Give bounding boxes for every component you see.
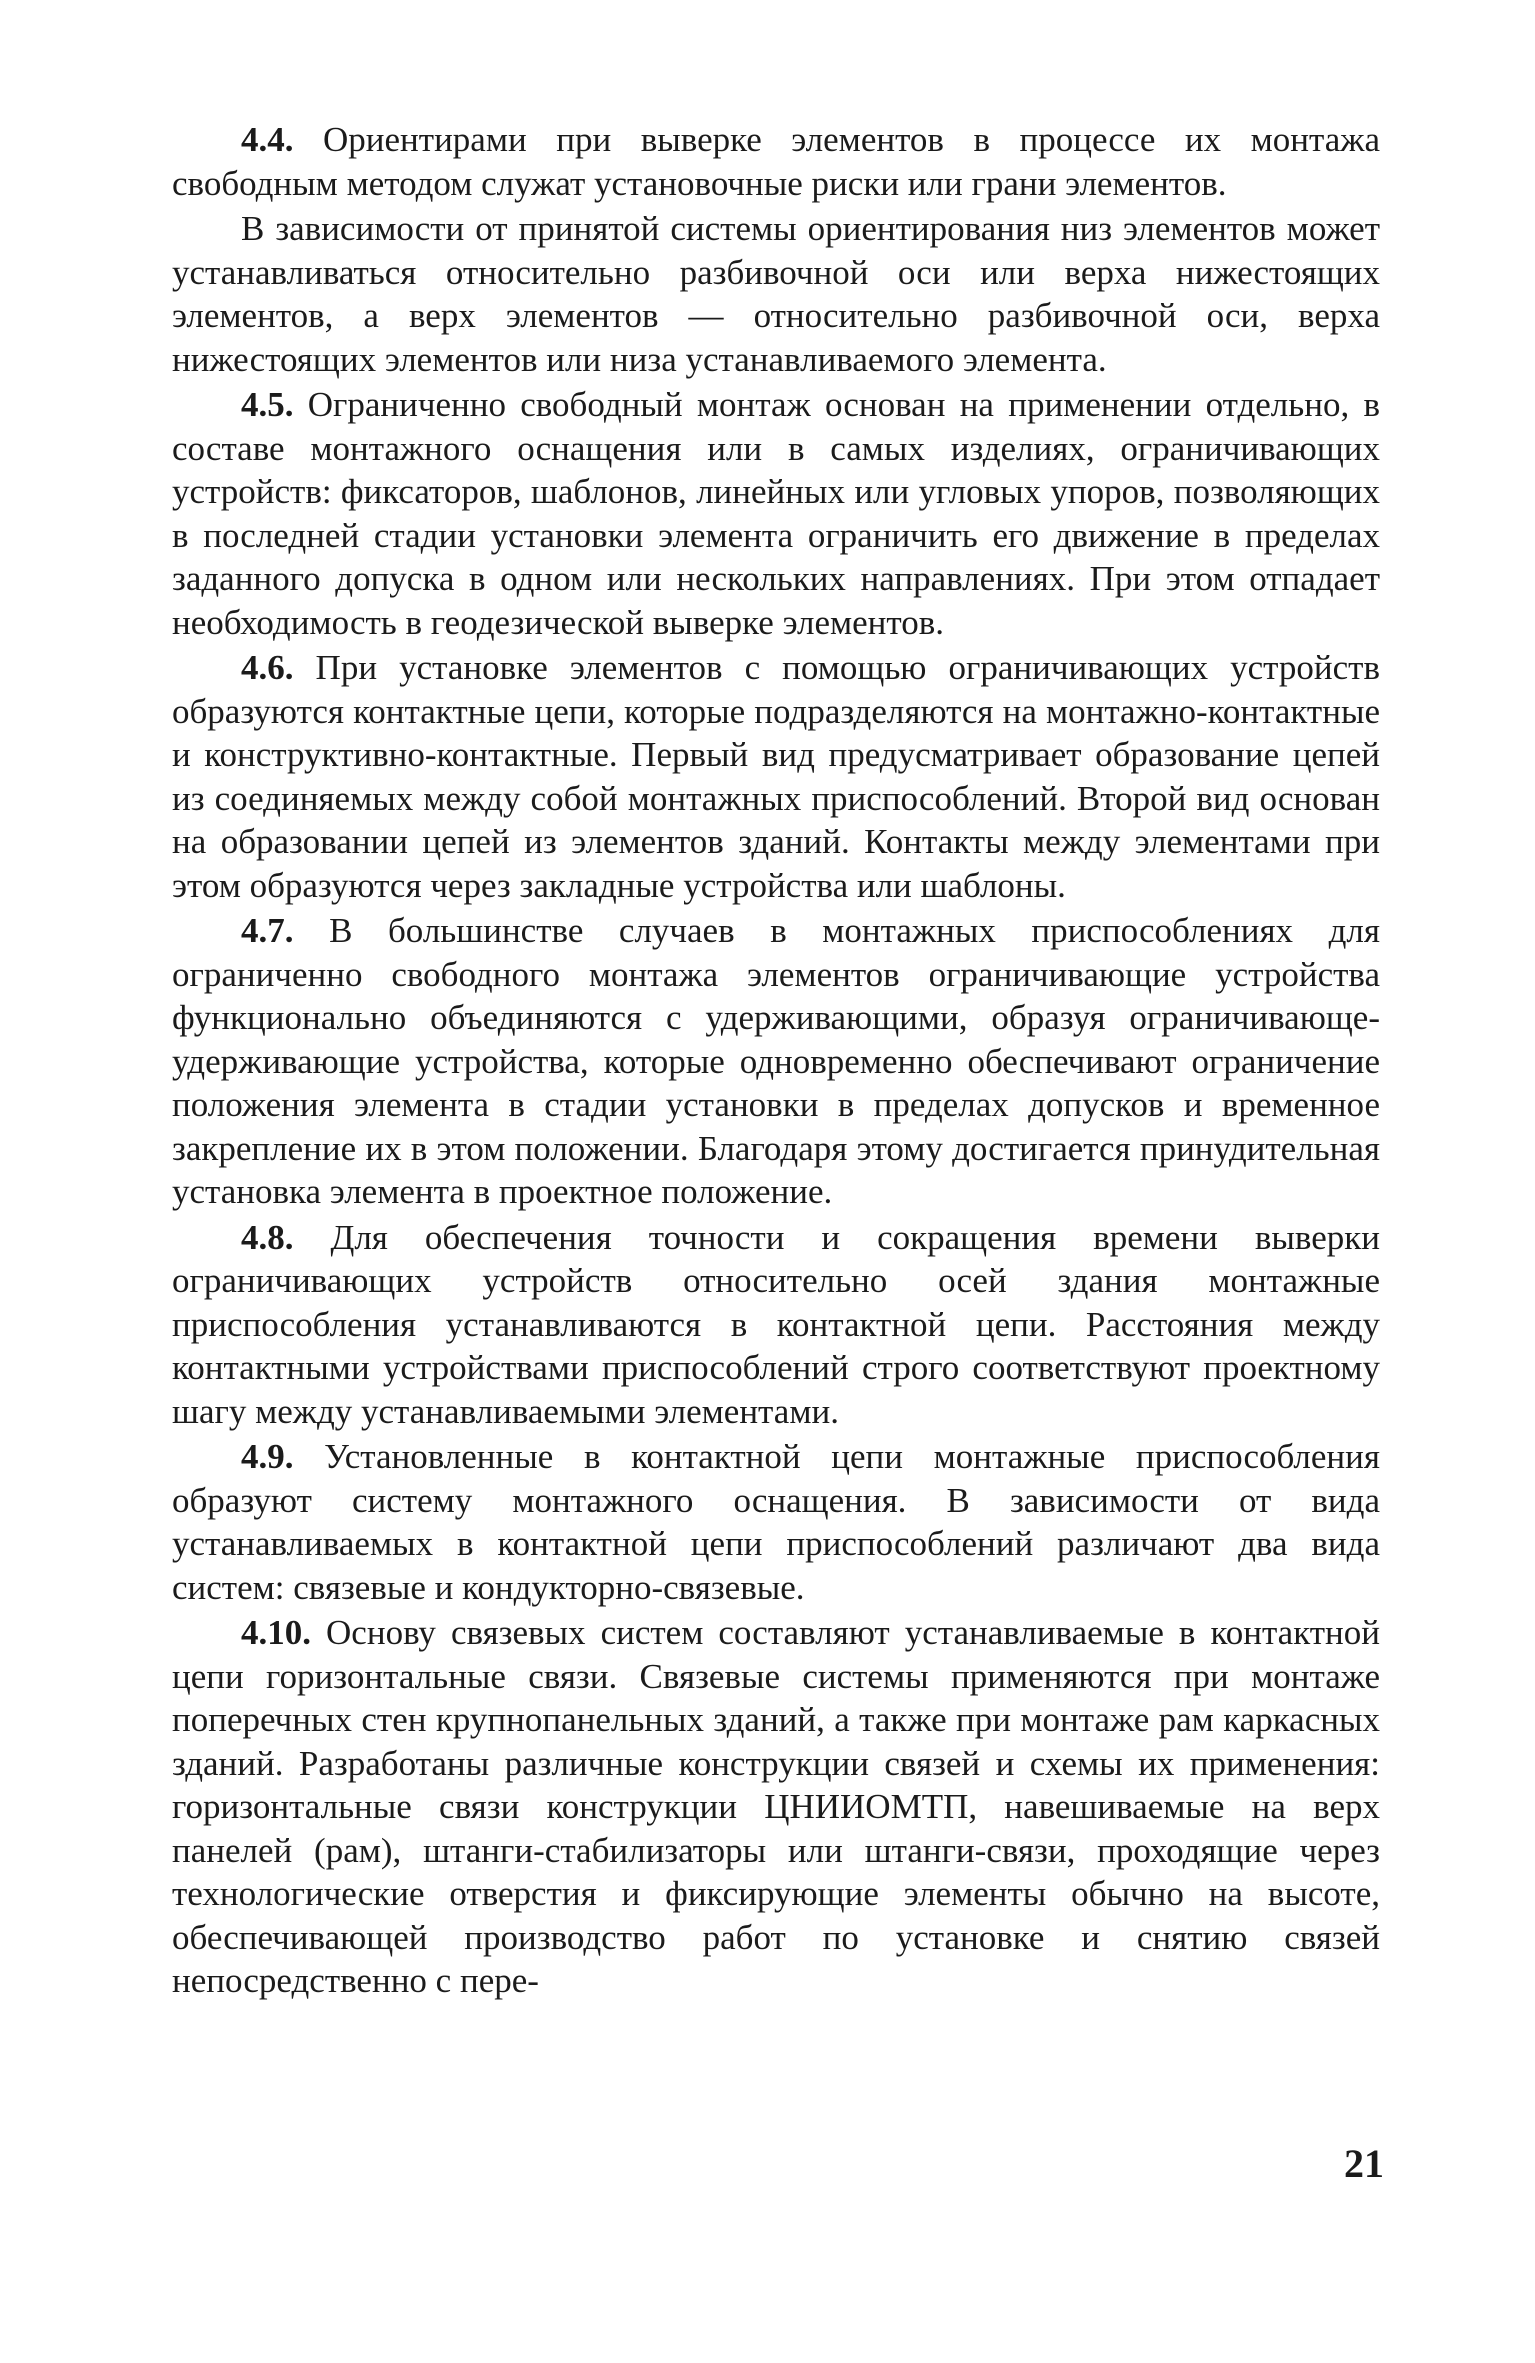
paragraph-4-9	[172, 1435, 1380, 1609]
paragraph-text: В зависимости от принятой системы ориентирования низ элементов может устанавливаться относительно разбивочной оси или верха нижестоящих элементов, а верх элементов — относительно разбивочной оси, верха нижестоящих элементов или низа устанавливаемого элемента.	[172, 209, 1380, 379]
paragraph-4-4-continued	[172, 207, 1380, 381]
paragraph-text: При установке элементов с помощью ограничивающих устройств образуются контактные цепи, которые подразделяются на монтажно-контактные и конструктивно-контактные. Первый вид предусматривает образование цепей из соединяемых между собой монтажных приспособлений. Второй вид основан на образовании цепей из элементов зданий. Контакты между элементами при этом образуются через закладные устройства или шаблоны.	[172, 648, 1380, 905]
paragraph-4-4	[172, 118, 1380, 205]
paragraph-number: 4.7.	[241, 911, 294, 950]
paragraph-text: Основу связевых систем составляют устанавливаемые в контактной цепи горизонтальные связи. Связевые системы применяются при монтаже поперечных стен крупнопанельных зданий, а также при монтаже рам каркасных зданий. Разработаны различные конструкции связей и схемы их применения: горизонтальные связи конструкции ЦНИИОМТП, навешиваемые на верх панелей (рам), штанги-стабилизаторы или штанги-связи, проходящие через технологические отверстия и фиксирующие элементы обычно на высоте, обеспечивающей производство работ по установке и снятию связей непосредственно с пере-	[172, 1613, 1380, 2000]
paragraph-text: Установленные в контактной цепи монтажные приспособления образуют систему монтажного оснащения. В зависимости от вида устанавливаемых в контактной цепи приспособлений различают два вида систем: связевые и кондукторно-связевые.	[172, 1437, 1380, 1607]
paragraph-number: 4.6.	[241, 648, 294, 687]
paragraph-text: Ограниченно свободный монтаж основан на применении отдельно, в составе монтажного оснащения или в самых изделиях, ограничивающих устройств: фиксаторов, шаблонов, линейных или угловых упоров, позволяющих в последней стадии установки элемента ограничить его движение в пределах заданного допуска в одном или нескольких направлениях. При этом отпадает необходимость в геодезической выверке элементов.	[172, 385, 1380, 642]
paragraph-number: 4.4.	[241, 120, 294, 159]
paragraph-4-6	[172, 646, 1380, 907]
page-body	[172, 118, 1380, 2005]
paragraph-4-5	[172, 383, 1380, 644]
page-number: 21	[1344, 2141, 1384, 2186]
paragraph-number: 4.10.	[241, 1613, 311, 1652]
paragraph-4-8	[172, 1216, 1380, 1434]
paragraph-text: Для обеспечения точности и сокращения времени выверки ограничивающих устройств относительно осей здания монтажные приспособления устанавливаются в контактной цепи. Расстояния между контактными устройствами приспособлений строго соответствуют проектному шагу между устанавливаемыми элементами.	[172, 1217, 1380, 1431]
paragraph-4-10	[172, 1611, 1380, 2003]
paragraph-number: 4.9.	[241, 1437, 294, 1476]
paragraph-4-7	[172, 909, 1380, 1214]
paragraph-number: 4.8.	[241, 1217, 294, 1257]
paragraph-number: 4.5.	[241, 385, 294, 424]
paragraph-text: В большинстве случаев в монтажных приспособлениях для ограниченно свободного монтажа элементов ограничивающие устройства функционально объединяются с удерживающими, образуя ограничивающе-удерживающие устройства, которые одновременно обеспечивают ограничение положения элемента в стадии установки в пределах допусков и временное закрепление их в этом положении. Благодаря этому достигается принудительная установка элемента в проектное положение.	[172, 911, 1380, 1211]
paragraph-text: Ориентирами при выверке элементов в процессе их монтажа свободным методом служат установочные риски или грани элементов.	[172, 120, 1380, 203]
